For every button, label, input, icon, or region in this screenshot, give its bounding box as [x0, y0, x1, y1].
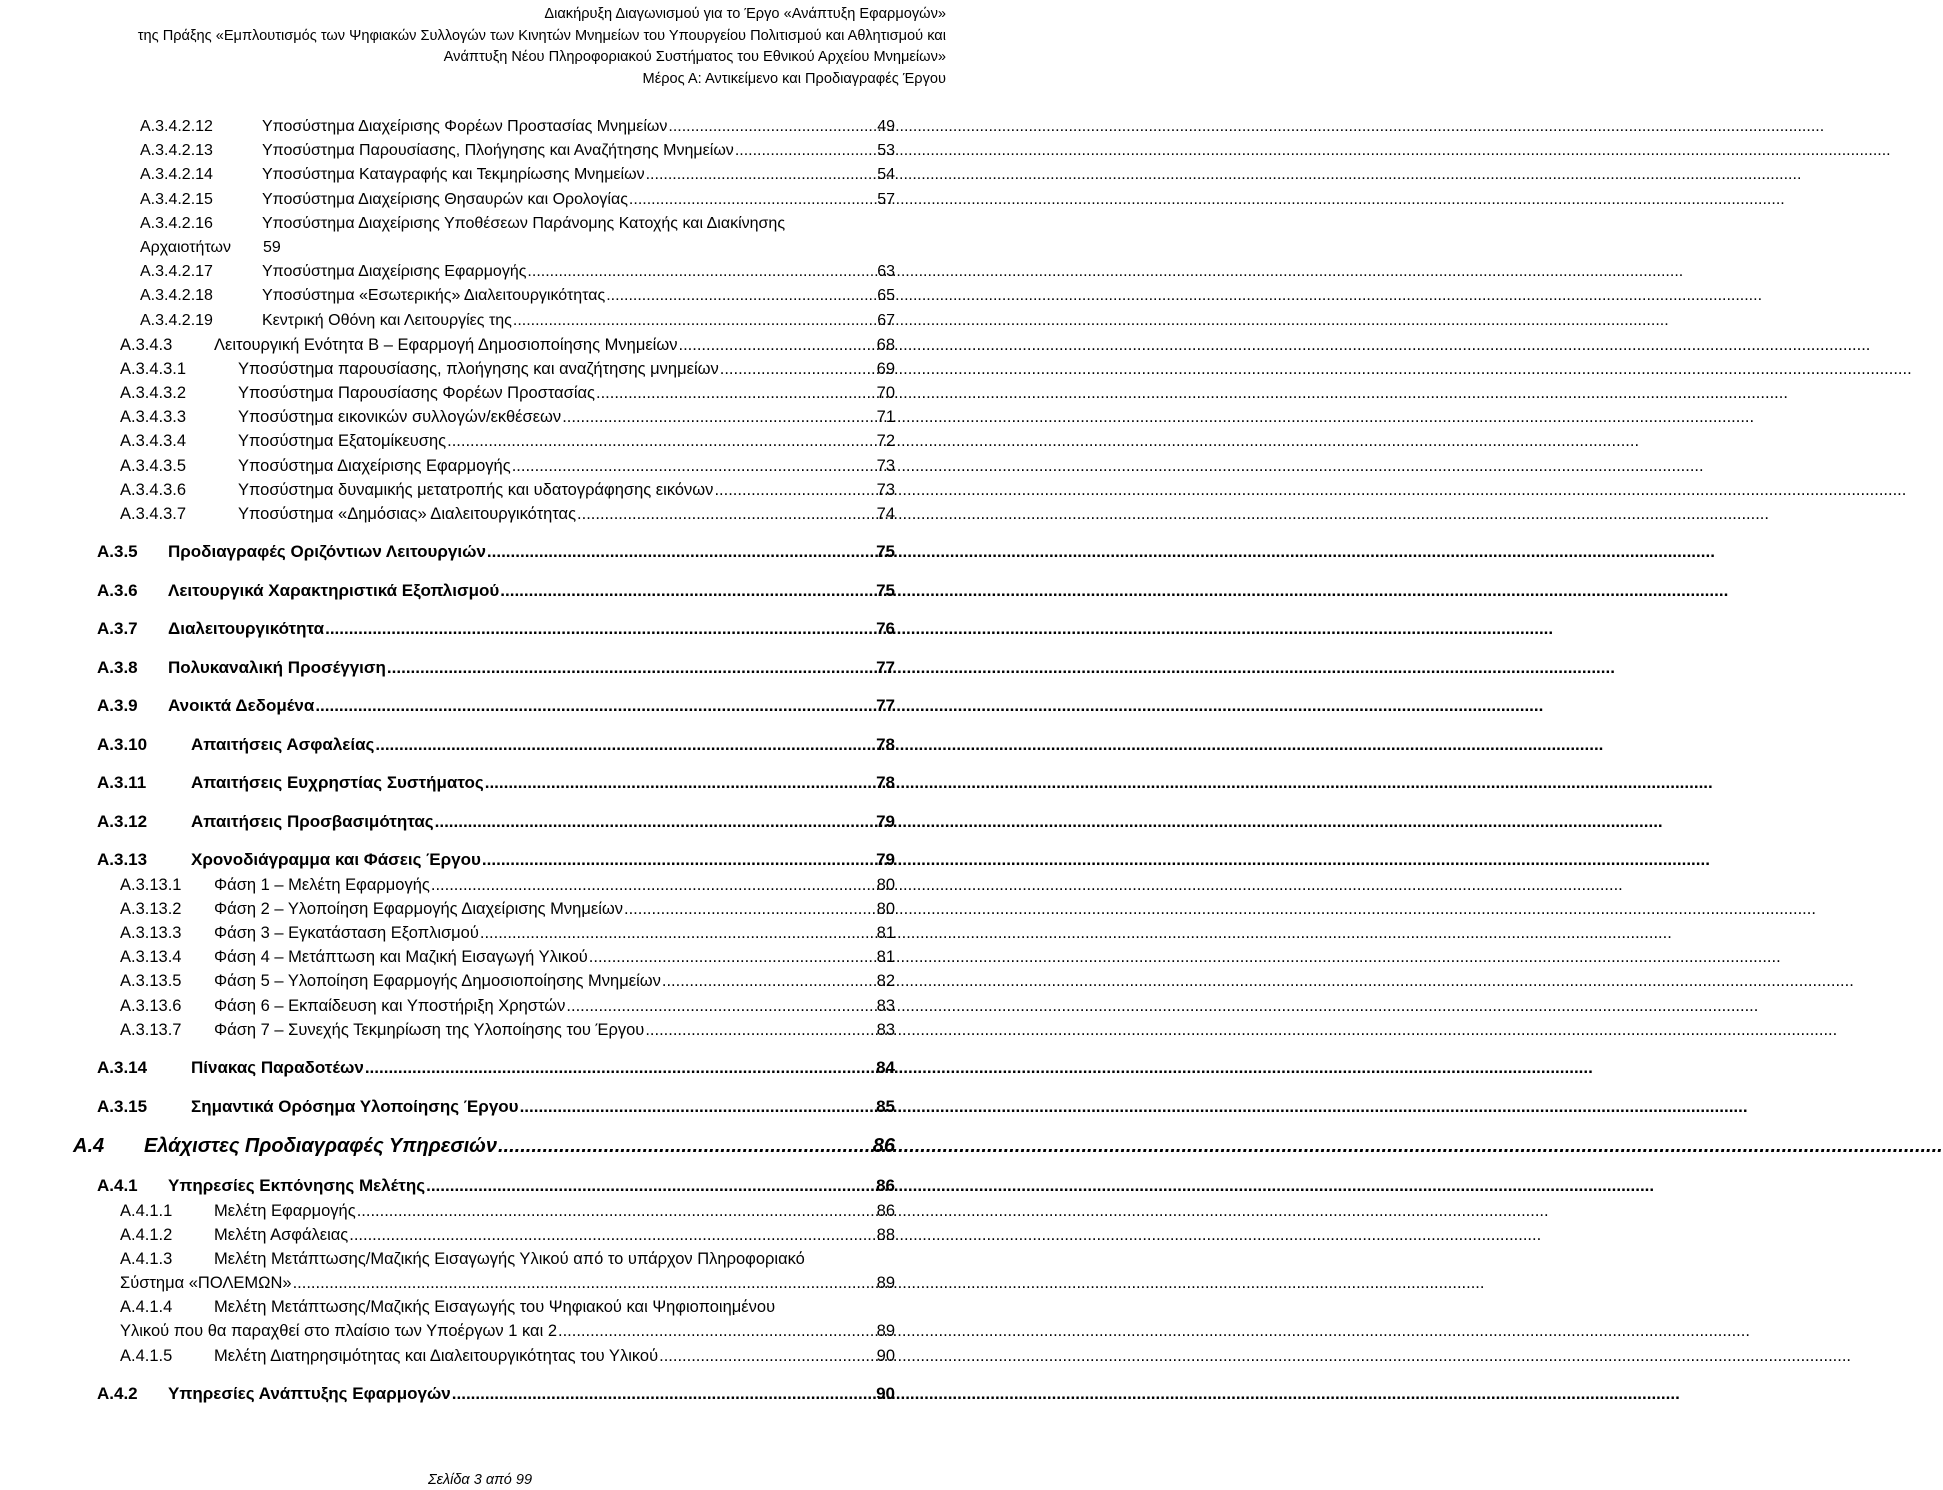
dot-leader: [645, 163, 877, 187]
dot-leader: [526, 260, 876, 284]
dot-leader: [430, 873, 876, 897]
dot-leader: [484, 770, 875, 796]
toc-entry-page-number: 68: [876, 335, 895, 354]
toc-entry[interactable]: [97, 1381, 895, 1407]
toc-entry-line: [120, 333, 895, 357]
toc-entry-line: [120, 1319, 895, 1343]
toc-entry-title: Λειτουργικά Χαρακτηριστικά Εξοπλισμού: [168, 580, 500, 600]
dot-leader: [519, 1094, 876, 1120]
dot-leader: [292, 1271, 876, 1295]
toc-entry-line: [73, 1132, 895, 1160]
toc-entry-number: Α.4.1.4: [120, 1298, 173, 1317]
toc-entry[interactable]: [120, 333, 895, 357]
toc-entry-number: Α.3.13.3: [120, 924, 182, 943]
toc-entry-title: Πολυκαναλική Προσέγγιση: [168, 657, 386, 677]
toc-entry-number: Α.3.4.2.14: [140, 166, 213, 184]
toc-entry[interactable]: [140, 188, 895, 212]
toc-entry-number: Α.4.1: [97, 1176, 138, 1195]
toc-entry-title: Φάση 3 – Εγκατάσταση Εξοπλισμού: [214, 924, 479, 943]
toc-entry-line: [120, 454, 895, 478]
toc-entry[interactable]: [97, 770, 895, 796]
toc-entry-page-number: 63: [877, 263, 895, 281]
page-number-label: Σελίδα 3 από 99: [427, 1472, 533, 1488]
toc-entry-line: [97, 539, 895, 565]
dot-leader: [734, 139, 876, 163]
toc-entry-line: [120, 1018, 895, 1042]
toc-entry-number: Α.3.4.3: [120, 335, 173, 354]
toc-entry[interactable]: [120, 897, 895, 921]
toc-entry[interactable]: [120, 405, 895, 429]
toc-entry[interactable]: [140, 212, 895, 260]
toc-entry-line: [97, 732, 895, 758]
toc-entry-line: [140, 212, 895, 236]
header-line: Μέρος Α: Αντικείμενο και Προδιαγραφές Έργου: [642, 71, 946, 88]
dot-leader: [356, 1199, 876, 1223]
toc-entry-line: [120, 1295, 895, 1319]
toc-entry[interactable]: [140, 139, 895, 163]
toc-entry-page-number: 79: [876, 811, 895, 831]
dot-leader: [386, 655, 875, 681]
toc-entry-title: Απαιτήσεις Προσβασιμότητας: [191, 811, 434, 831]
toc-entry-title: Πίνακας Παραδοτέων: [191, 1058, 364, 1077]
toc-entry-line: [120, 1271, 895, 1295]
toc-entry-number: Α.4.1.2: [120, 1225, 173, 1244]
toc-entry-page-number: 69: [876, 359, 895, 378]
toc-entry-number: Α.3.13: [97, 850, 148, 870]
toc-entry-number: Α.3.9: [97, 696, 138, 716]
dot-leader: [565, 994, 875, 1018]
toc-entry-line: [120, 357, 895, 381]
toc-entry[interactable]: [120, 921, 895, 945]
dot-leader: [451, 1381, 875, 1407]
toc-entry-title: Υποσύστημα Διαχείρισης Εφαρμογής: [238, 456, 511, 475]
toc-entry[interactable]: [73, 1132, 895, 1160]
dot-leader: [511, 454, 876, 478]
dot-leader: [588, 945, 876, 969]
toc-entry[interactable]: [120, 1199, 895, 1223]
toc-entry-page-number: 81: [876, 948, 895, 967]
toc-entry-number: Α.3.4.2.13: [140, 142, 213, 160]
header-line: Ανάπτυξη Νέου Πληροφοριακού Συστήματος του Εθνικού Αρχείου Μνημείων»: [443, 49, 946, 66]
toc-entry-title: Υποσύστημα Διαχείρισης Φορέων Προστασίας Μνημείων: [262, 118, 668, 135]
toc-entry-number: Α.3.4.2.18: [140, 287, 213, 305]
toc-entry-line: [97, 616, 895, 642]
header-line: Διακήρυξη Διαγωνισμού για το Έργο «Ανάπτυξη Εφαρμογών»: [544, 6, 946, 22]
toc-entry-line: [120, 921, 895, 945]
toc-entry-line: [97, 655, 895, 681]
toc-entry[interactable]: [97, 655, 895, 681]
toc-entry[interactable]: [97, 539, 895, 565]
toc-entry-number: Α.3.15: [97, 1096, 148, 1116]
toc-entry-line: [120, 502, 895, 526]
toc-entry-title: Απαιτήσεις Ευχρηστίας Συστήματος: [191, 773, 484, 793]
toc-entry-title: Μελέτη Μετάπτωσης/Μαζικής Εισαγωγής Υλικού από το υπάρχον Πληροφοριακό: [214, 1249, 805, 1268]
toc-entry-title: Υπηρεσίες Ανάπτυξης Εφαρμογών: [168, 1383, 451, 1403]
toc-entry[interactable]: [97, 1094, 895, 1120]
toc-entry-title: Υποσύστημα Διαχείρισης Θησαυρών και Ορολογίας: [262, 190, 628, 208]
toc-entry-number: Α.3.4.2.16: [140, 214, 213, 232]
dot-leader: [628, 188, 876, 212]
toc-entry-page-number: 75: [876, 580, 895, 600]
toc-entry-number: Α.3.13.4: [120, 948, 182, 967]
toc-entry-number: Α.3.4.3.4: [120, 432, 187, 451]
toc-entry-page-number: 90: [876, 1346, 895, 1365]
dot-leader: [605, 284, 876, 308]
toc-entry-number: Α.3.4.2.12: [140, 118, 213, 135]
toc-entry-number: Α.3.4.3.7: [120, 505, 187, 523]
toc-entry-line: [97, 1173, 895, 1199]
toc-entry[interactable]: [120, 381, 895, 405]
toc-entry-title: Προδιαγραφές Οριζόντιων Λειτουργιών: [168, 542, 486, 562]
toc-entry-page-number: 74: [876, 505, 895, 523]
dot-leader: [486, 539, 875, 565]
toc-entry-title: Μελέτη Μετάπτωσης/Μαζικής Εισαγωγής του Ψηφιακού και Ψηφιοποιημένου: [214, 1298, 776, 1317]
toc-entry-line: [120, 1247, 895, 1271]
dot-leader: [677, 333, 875, 357]
toc-entry-page-number: 83: [876, 996, 895, 1015]
dot-leader: [479, 921, 876, 945]
toc-entry-title: Σημαντικά Ορόσημα Υλοποίησης Έργου: [191, 1096, 519, 1116]
toc-entry-title: Υπηρεσίες Εκπόνησης Μελέτης: [168, 1176, 426, 1195]
toc-entry-line: [97, 847, 895, 873]
toc-entry-page-number: 73: [876, 480, 895, 499]
toc-entry-title: Υποσύστημα «Εσωτερικής» Διαλειτουργικότητας: [262, 287, 606, 305]
toc-entry-line: [97, 578, 895, 604]
toc-entry-line: [120, 873, 895, 897]
toc-entry-title: Μελέτη Ασφάλειας: [214, 1225, 349, 1244]
toc-entry-page-number: 73: [876, 456, 895, 475]
toc-entry-title: Υποσύστημα Παρουσίασης, Πλοήγησης και Αναζήτησης Μνημείων: [262, 142, 734, 160]
toc-entry-title: Φάση 1 – Μελέτη Εφαρμογής: [214, 875, 430, 894]
toc-entry-line: [97, 809, 895, 835]
toc-entry[interactable]: [140, 284, 895, 308]
toc-entry-page-number: 79: [876, 850, 895, 870]
toc-entry[interactable]: [120, 478, 895, 502]
toc-entry-number: Α.4.2: [97, 1383, 138, 1403]
toc-entry[interactable]: [97, 1055, 895, 1081]
dot-leader: [623, 897, 876, 921]
toc-entry-page-number: 78: [876, 734, 895, 754]
toc-entry-page-number: 85: [876, 1096, 895, 1116]
toc-entry-page-number: 84: [876, 1058, 895, 1077]
toc-entry-line: [140, 236, 895, 260]
dot-leader: [595, 381, 876, 405]
toc-entry-number: Α.3.4.2.19: [140, 311, 213, 329]
toc-entry-number: Α.3.12: [97, 811, 148, 831]
toc-entry-number: Α.3.4.3.2: [120, 384, 187, 403]
toc-entry-title: Φάση 2 – Υλοποίηση Εφαρμογής Διαχείρισης Μνημείων: [214, 899, 623, 918]
table-of-contents: [0, 115, 960, 1406]
dot-leader: [658, 1344, 876, 1368]
toc-entry-number: Α.3.4.2.15: [140, 190, 213, 208]
dot-leader: [314, 693, 875, 719]
toc-entry-page-number: 77: [876, 657, 895, 677]
toc-entry-title: Λειτουργική Ενότητα Β – Εφαρμογή Δημοσιοποίησης Μνημείων: [214, 335, 678, 354]
toc-entry[interactable]: [120, 429, 895, 453]
toc-entry-page-number: 86: [872, 1135, 895, 1157]
toc-entry-number: Α.4: [73, 1135, 105, 1157]
toc-entry-title: Φάση 4 – Μετάπτωση και Μαζική Εισαγωγή Υλικού: [214, 948, 588, 967]
toc-entry-line: [120, 1344, 895, 1368]
page-header: [0, 4, 946, 91]
toc-entry-page-number: 80: [876, 875, 895, 894]
toc-entry-page-number: 86: [876, 1176, 895, 1195]
toc-entry-number: Α.4.1.1: [120, 1201, 173, 1220]
toc-entry-line: [140, 163, 895, 187]
toc-entry-number: Α.3.4.3.6: [120, 480, 187, 499]
toc-entry-page-number: 78: [876, 773, 895, 793]
dot-leader: [481, 847, 875, 873]
toc-entry-number: Α.4.1.3: [120, 1249, 173, 1268]
toc-entry[interactable]: [120, 1247, 895, 1295]
toc-entry[interactable]: [120, 873, 895, 897]
toc-entry-page-number: 89: [876, 1322, 895, 1341]
toc-entry-title: Φάση 7 – Συνεχής Τεκμηρίωση της Υλοποίησης του Έργου: [214, 1020, 645, 1039]
toc-entry-page-number: 81: [876, 924, 895, 943]
toc-entry-number: Α.3.7: [97, 619, 138, 639]
toc-entry-title: Υποσύστημα «Δημόσιας» Διαλειτουργικότητας: [238, 505, 577, 523]
toc-entry-number: Α.3.13.7: [120, 1020, 182, 1039]
toc-entry[interactable]: [120, 357, 895, 381]
toc-entry-line: [120, 405, 895, 429]
toc-entry-title: Υποσύστημα Καταγραφής και Τεκμηρίωσης Μνημείων: [262, 166, 645, 184]
toc-entry[interactable]: [97, 693, 895, 719]
toc-entry-line: [120, 429, 895, 453]
toc-entry-title: Ελάχιστες Προδιαγραφές Υπηρεσιών: [144, 1135, 497, 1157]
toc-entry-number: Α.3.4.3.1: [120, 359, 187, 378]
toc-entry-number: Α.3.4.2.17: [140, 263, 213, 281]
toc-entry-line: [120, 945, 895, 969]
toc-entry[interactable]: [120, 969, 895, 993]
toc-entry-page-number: 82: [876, 972, 895, 991]
dot-leader: [561, 405, 875, 429]
toc-entry[interactable]: [120, 454, 895, 478]
toc-entry-page-number: 72: [876, 432, 895, 451]
toc-entry[interactable]: [120, 994, 895, 1018]
toc-entry-line: [140, 139, 895, 163]
dot-leader: [434, 809, 875, 835]
document-page: [0, 0, 960, 1490]
toc-entry-page-number: 57: [877, 190, 895, 208]
toc-entry-title: Μελέτη Εφαρμογής: [214, 1201, 356, 1220]
toc-entry-title: Φάση 5 – Υλοποίηση Εφαρμογής Δημοσιοποίησης Μνημείων: [214, 972, 661, 991]
toc-entry-line: [120, 1199, 895, 1223]
toc-entry-line: [97, 693, 895, 719]
toc-entry-number: Α.3.14: [97, 1058, 148, 1077]
toc-entry[interactable]: [120, 502, 895, 526]
toc-entry-line: [120, 478, 895, 502]
toc-entry-number: Α.3.13.1: [120, 875, 182, 894]
toc-entry-page-number: 83: [876, 1020, 895, 1039]
toc-entry-title: Διαλειτουργικότητα: [168, 619, 325, 639]
toc-entry-line: [97, 770, 895, 796]
toc-entry-line: [140, 309, 895, 333]
toc-entry[interactable]: [140, 309, 895, 333]
toc-entry-number: Α.4.1.5: [120, 1346, 173, 1365]
toc-entry-number: Α.3.4.3.5: [120, 456, 187, 475]
toc-entry[interactable]: [120, 1295, 895, 1343]
toc-entry-title: Σύστημα «ΠΟΛΕΜΩΝ»: [120, 1274, 292, 1293]
toc-entry-page-number: 53: [877, 142, 895, 160]
toc-entry[interactable]: [97, 809, 895, 835]
toc-entry-page-number: 75: [876, 542, 895, 562]
toc-entry-line: [120, 969, 895, 993]
toc-entry-title: Υποσύστημα Εξατομίκευσης: [238, 432, 447, 451]
dot-leader: [512, 309, 876, 333]
toc-entry-page-number: 89: [876, 1274, 895, 1293]
dot-leader: [661, 969, 876, 993]
toc-entry-line: [97, 1055, 895, 1081]
toc-entry[interactable]: [97, 1173, 895, 1199]
toc-entry-number: Α.3.10: [97, 734, 148, 754]
toc-entry-title: Μελέτη Διατηρησιμότητας και Διαλειτουργικότητας του Υλικού: [214, 1346, 659, 1365]
toc-entry-page-number: 77: [876, 696, 895, 716]
toc-entry-title: Κεντρική Οθόνη και Λειτουργίες της: [262, 311, 512, 329]
toc-entry-title: Απαιτήσεις Ασφαλείας: [191, 734, 375, 754]
toc-entry-title: Υποσύστημα δυναμικής μετατροπής και υδατογράφησης εικόνων: [238, 480, 714, 499]
dot-leader: [667, 115, 876, 139]
dot-leader: [499, 578, 875, 604]
header-line: της Πράξης «Εμπλουτισμός των Ψηφιακών Συλλογών των Κινητών Μνημείων του Υπουργείου Πολιτισμού και Αθλητισμού και: [137, 27, 946, 44]
toc-entry-page-number: 76: [876, 619, 895, 639]
toc-entry-title: Φάση 6 – Εκπαίδευση και Υποστήριξη Χρηστών: [214, 996, 566, 1015]
toc-entry-line: [140, 260, 895, 284]
dot-leader: [644, 1018, 875, 1042]
toc-entry-number: Α.3.4.3.3: [120, 408, 187, 427]
toc-entry-title: Ανοικτά Δεδομένα: [168, 696, 315, 716]
toc-entry-title: Υλικού που θα παραχθεί στο πλαίσιο των Υποέργων 1 και 2: [120, 1322, 557, 1341]
toc-entry-title: Αρχαιοτήτων: [140, 238, 232, 256]
toc-entry-title: Υποσύστημα Διαχείρισης Εφαρμογής: [262, 263, 527, 281]
toc-entry[interactable]: [140, 163, 895, 187]
toc-entry-title: Υποσύστημα Διαχείρισης Υποθέσεων Παράνομης Κατοχής και Διακίνησης: [262, 214, 786, 232]
toc-entry[interactable]: [140, 260, 895, 284]
toc-entry-number: Α.3.13.5: [120, 972, 182, 991]
toc-entry-number: Α.3.11: [97, 773, 147, 793]
toc-entry[interactable]: [97, 847, 895, 873]
toc-entry[interactable]: [97, 616, 895, 642]
toc-entry-number: Α.3.13.6: [120, 996, 182, 1015]
dot-leader: [719, 357, 876, 381]
dot-leader: [374, 732, 875, 758]
toc-entry-line: [140, 115, 895, 139]
toc-entry-line: [120, 381, 895, 405]
toc-entry[interactable]: [120, 1344, 895, 1368]
toc-entry-page-number: 80: [876, 899, 895, 918]
dot-leader: [557, 1319, 876, 1343]
toc-entry-page-number: 54: [877, 166, 895, 184]
dot-leader: [713, 478, 875, 502]
toc-entry-line: [97, 1381, 895, 1407]
toc-entry-number: Α.3.13.2: [120, 899, 182, 918]
toc-entry-page-number: 49: [877, 118, 895, 135]
dot-leader: [576, 502, 876, 526]
toc-entry-number: Α.3.6: [97, 580, 138, 600]
dot-leader: [497, 1132, 872, 1160]
toc-entry-title: Χρονοδιάγραμμα και Φάσεις Έργου: [191, 850, 481, 870]
toc-entry-number: Α.3.8: [97, 657, 138, 677]
toc-entry-page-number: 71: [876, 408, 895, 427]
toc-entry-page-number: 86: [876, 1201, 895, 1220]
toc-entry[interactable]: [97, 732, 895, 758]
toc-entry-page-number: 90: [876, 1383, 895, 1403]
toc-entry-line: [120, 897, 895, 921]
toc-entry-page-number: 70: [876, 384, 895, 403]
toc-entry-page-number: 88: [876, 1225, 895, 1244]
toc-entry-line: [97, 1094, 895, 1120]
toc-entry-page-number: 67: [877, 311, 895, 329]
toc-entry[interactable]: [120, 1018, 895, 1042]
toc-entry-page-number: 59: [263, 238, 281, 256]
dot-leader: [324, 616, 875, 642]
toc-entry[interactable]: [120, 1223, 895, 1247]
toc-entry-title: Υποσύστημα Παρουσίασης Φορέων Προστασίας: [238, 384, 595, 403]
toc-entry-title: Υποσύστημα εικονικών συλλογών/εκθέσεων: [238, 408, 562, 427]
dot-leader: [446, 429, 876, 453]
toc-entry-line: [120, 994, 895, 1018]
dot-leader: [348, 1223, 875, 1247]
toc-entry[interactable]: [120, 945, 895, 969]
toc-entry[interactable]: [97, 578, 895, 604]
toc-entry-line: [140, 188, 895, 212]
toc-entry-number: Α.3.5: [97, 542, 138, 562]
toc-entry-page-number: 65: [877, 287, 895, 305]
dot-leader: [425, 1173, 875, 1199]
dot-leader: [364, 1055, 875, 1081]
toc-entry[interactable]: [140, 115, 895, 139]
toc-entry-line: [140, 284, 895, 308]
toc-entry-line: [120, 1223, 895, 1247]
toc-entry-title: Υποσύστημα παρουσίασης, πλοήγησης και αναζήτησης μνημείων: [238, 359, 719, 378]
